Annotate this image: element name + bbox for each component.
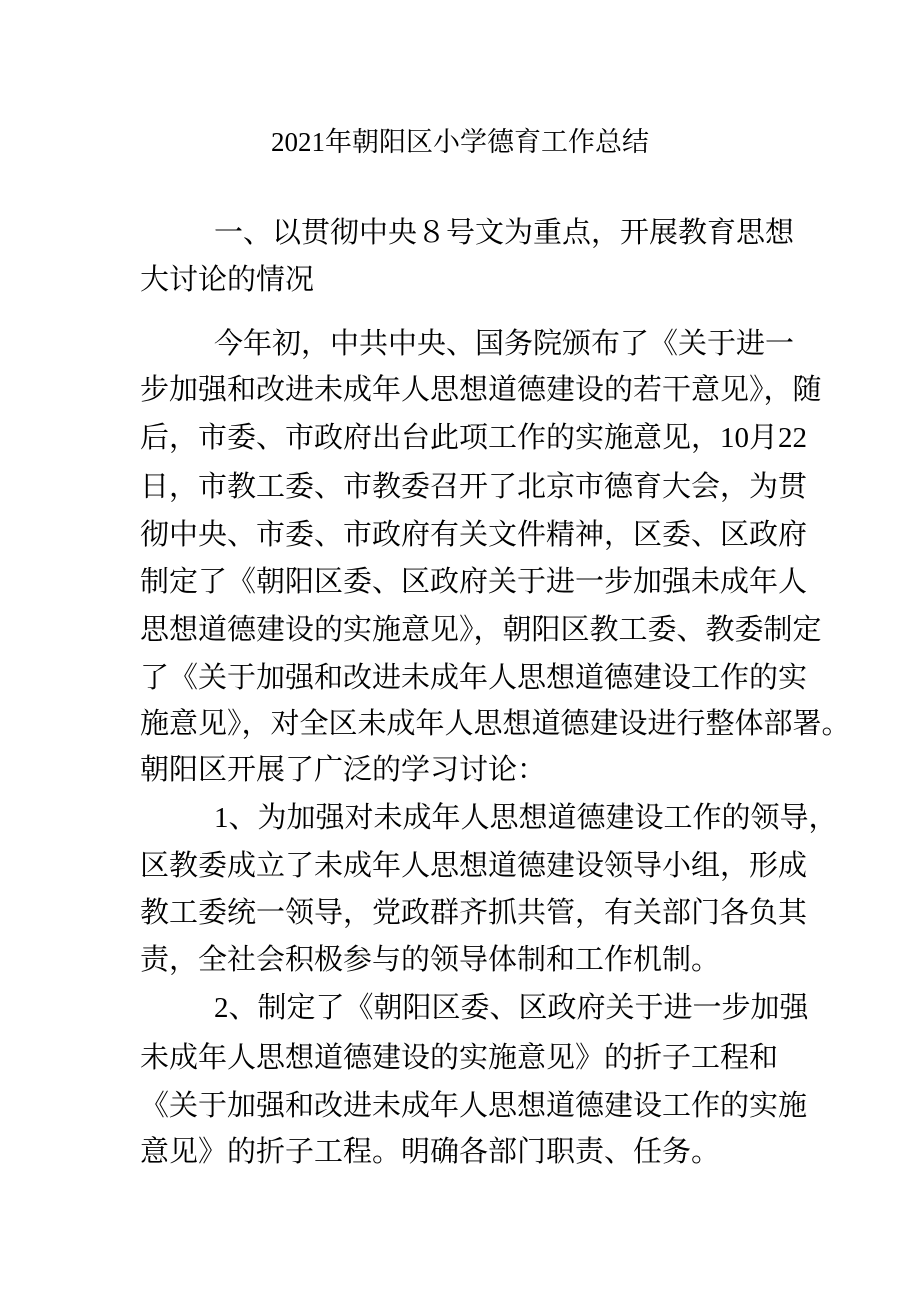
text-line: 朝阳区开展了广泛的学习讨论：: [140, 754, 547, 786]
text-line: 制定了《朝阳区委、区政府关于进一步加强未成年人: [140, 566, 808, 598]
text-line: 了《关于加强和改进未成年人思想道德建设工作的实: [140, 662, 808, 694]
text-line: 思想道德建设的实施意见》，朝阳区教工委、教委制定: [140, 614, 822, 646]
text-line: 日，市教工委、市教委召开了北京市德育大会，为贯: [140, 471, 808, 503]
text-line: 未成年人思想道德建设的实施意见》的折子工程和: [140, 1042, 779, 1074]
text-line: 后，市委、市政府出台此项工作的实施意见，10月22: [140, 422, 808, 454]
text-line: 区教委成立了未成年人思想道德建设领导小组，形成: [140, 850, 808, 882]
text-line: 2、制定了《朝阳区委、区政府关于进一步加强: [214, 992, 809, 1024]
document-title: 2021年朝阳区小学德育工作总结: [271, 127, 649, 157]
text-line: 一、以贯彻中央８号文为重点，开展教育思想: [214, 217, 795, 249]
text-line: 《关于加强和改进未成年人思想道德建设工作的实施: [140, 1090, 808, 1122]
text-line: 责，全社会积极参与的领导体制和工作机制。: [140, 944, 721, 976]
text-line: 1、为加强对未成年人思想道德建设工作的领导，: [214, 802, 838, 834]
text-line: 教工委统一领导，党政群齐抓共管，有关部门各负其: [140, 897, 808, 929]
text-line: 今年初，中共中央、国务院颁布了《关于进一: [214, 328, 795, 360]
text-line: 步加强和改进未成年人思想道德建设的若干意见》，随: [140, 374, 822, 406]
text-line: 施意见》，对全区未成年人思想道德建设进行整体部署。: [140, 708, 851, 740]
text-line: 彻中央、市委、市政府有关文件精神，区委、区政府: [140, 519, 808, 551]
text-line: 意见》的折子工程。明确各部门职责、任务。: [140, 1136, 721, 1168]
text-line: 大讨论的情况: [140, 264, 315, 296]
